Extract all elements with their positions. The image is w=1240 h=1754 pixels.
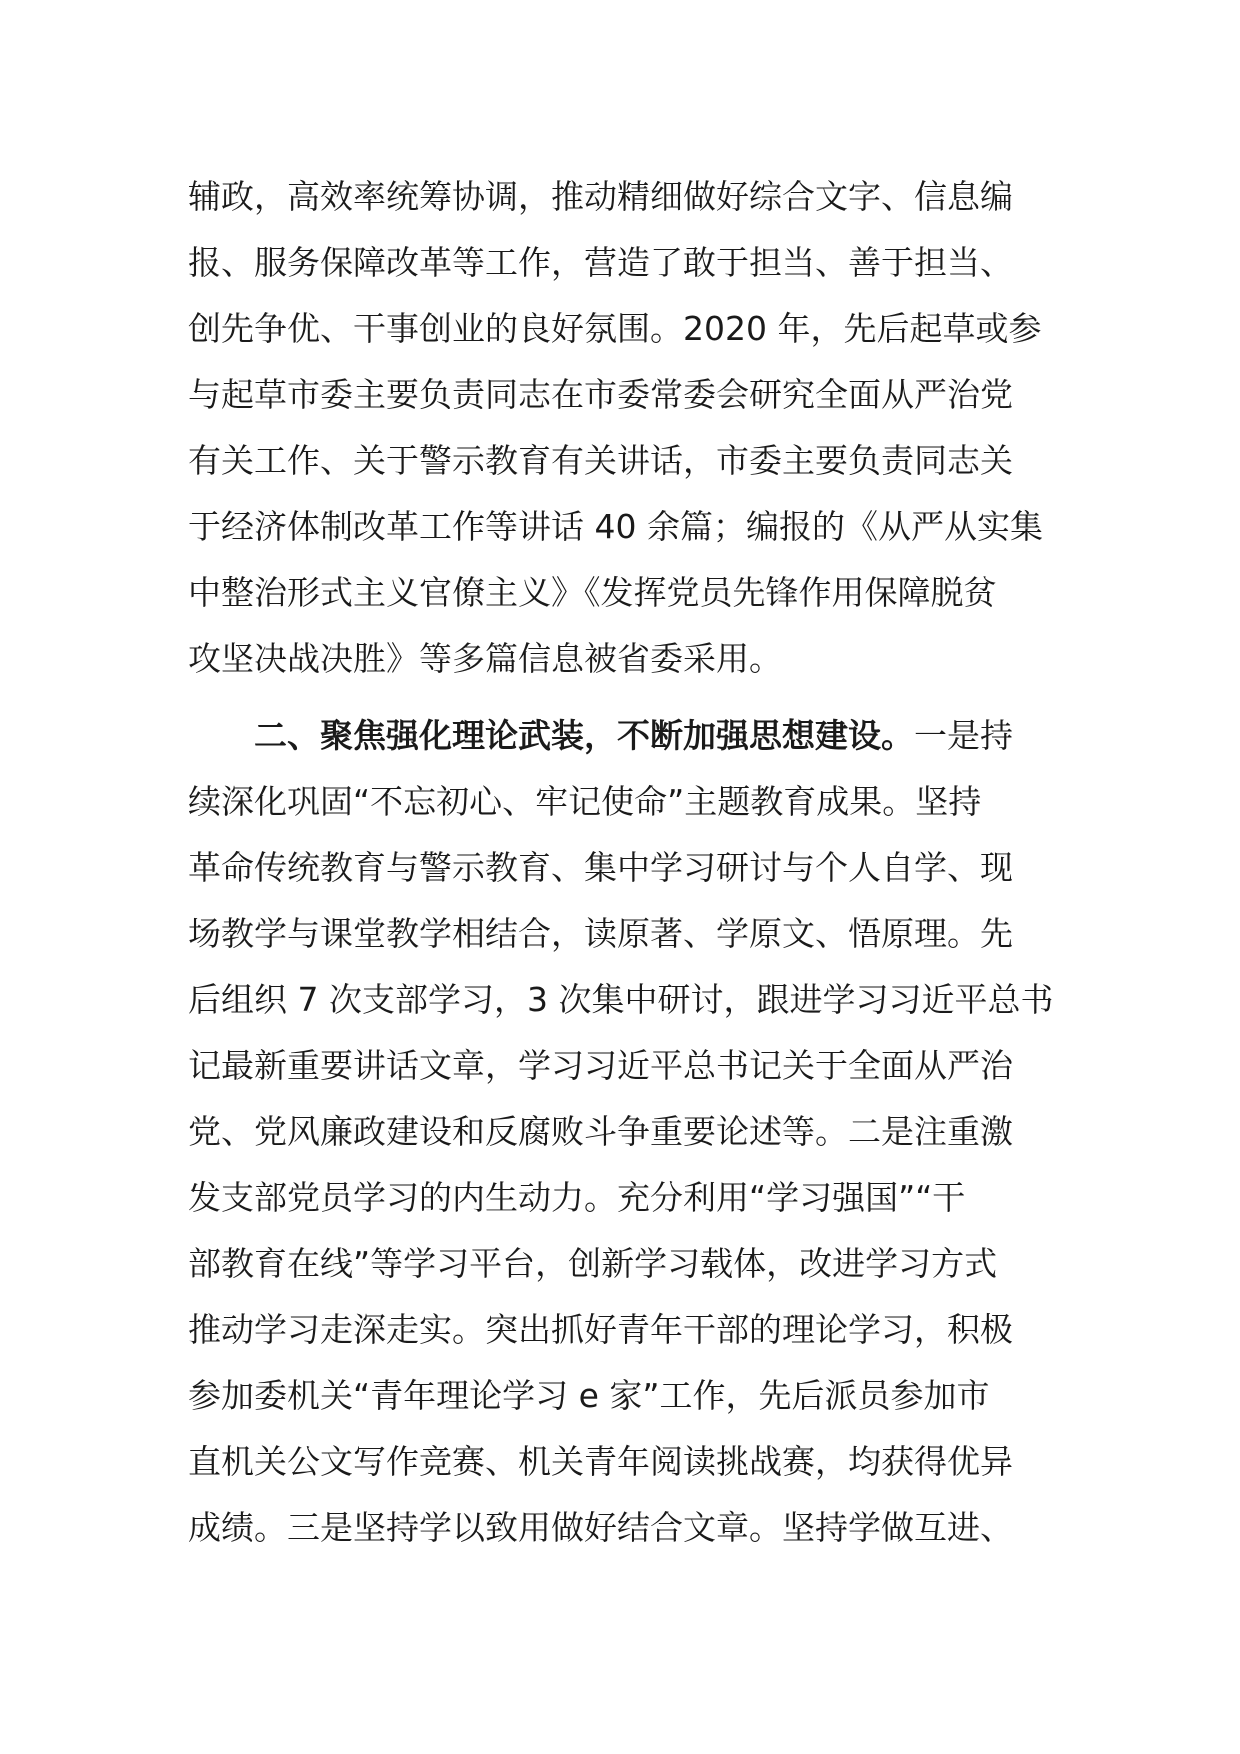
text-line: 后组织 7 次支部学习，3 次集中研讨，跟进学习习近平总书	[188, 980, 1054, 1019]
text-line: 中整治形式主义官僚主义》《发挥党员先锋作用保障脱贫	[188, 573, 997, 612]
section-heading: 二、聚焦强化理论武装，不断加强思想建设。	[254, 716, 914, 755]
text-line: 成绩。三是坚持学以致用做好结合文章。坚持学做互进、	[188, 1508, 1013, 1547]
text-line: 记最新重要讲话文章，学习习近平总书记关于全面从严治	[188, 1046, 1013, 1085]
text-line: 推动学习走深走实。突出抓好青年干部的理论学习，积极	[188, 1310, 1013, 1349]
text-line: 辅政，高效率统筹协调，推动精细做好综合文字、信息编	[188, 177, 1013, 216]
paragraph-1	[188, 164, 1060, 692]
text-line: 场教学与课堂教学相结合，读原著、学原文、悟原理。先	[188, 914, 1013, 953]
text-line: 于经济体制改革工作等讲话 40 余篇；编报的《从严从实集	[188, 507, 1043, 546]
paragraph-2	[188, 703, 1060, 1561]
text-line: 参加委机关“青年理论学习 e 家”工作，先后派员参加市	[188, 1376, 990, 1415]
text-line: 攻坚决战决胜》等多篇信息被省委采用。	[188, 639, 782, 678]
text-line: 直机关公文写作竞赛、机关青年阅读挑战赛，均获得优异	[188, 1442, 1013, 1481]
text-line: 有关工作、关于警示教育有关讲话，市委主要负责同志关	[188, 441, 1013, 480]
text-line: 革命传统教育与警示教育、集中学习研讨与个人自学、现	[188, 848, 1013, 887]
text-line: 部教育在线”等学习平台，创新学习载体，改进学习方式	[188, 1244, 998, 1283]
text-line: 创先争优、干事创业的良好氛围。2020 年，先后起草或参	[188, 309, 1042, 348]
text-line: 发支部党员学习的内生动力。充分利用“学习强国”“干	[188, 1178, 966, 1217]
text-line: 党、党风廉政建设和反腐败斗争重要论述等。二是注重激	[188, 1112, 1013, 1151]
paragraph-first-line	[188, 703, 1060, 769]
text-line: 与起草市委主要负责同志在市委常委会研究全面从严治党	[188, 375, 1013, 414]
heading-line-rest: 一是持	[914, 716, 1013, 755]
text-line: 续深化巩固“不忘初心、牢记使命”主题教育成果。坚持	[188, 782, 982, 821]
text-line: 报、服务保障改革等工作，营造了敢于担当、善于担当、	[188, 243, 1013, 282]
